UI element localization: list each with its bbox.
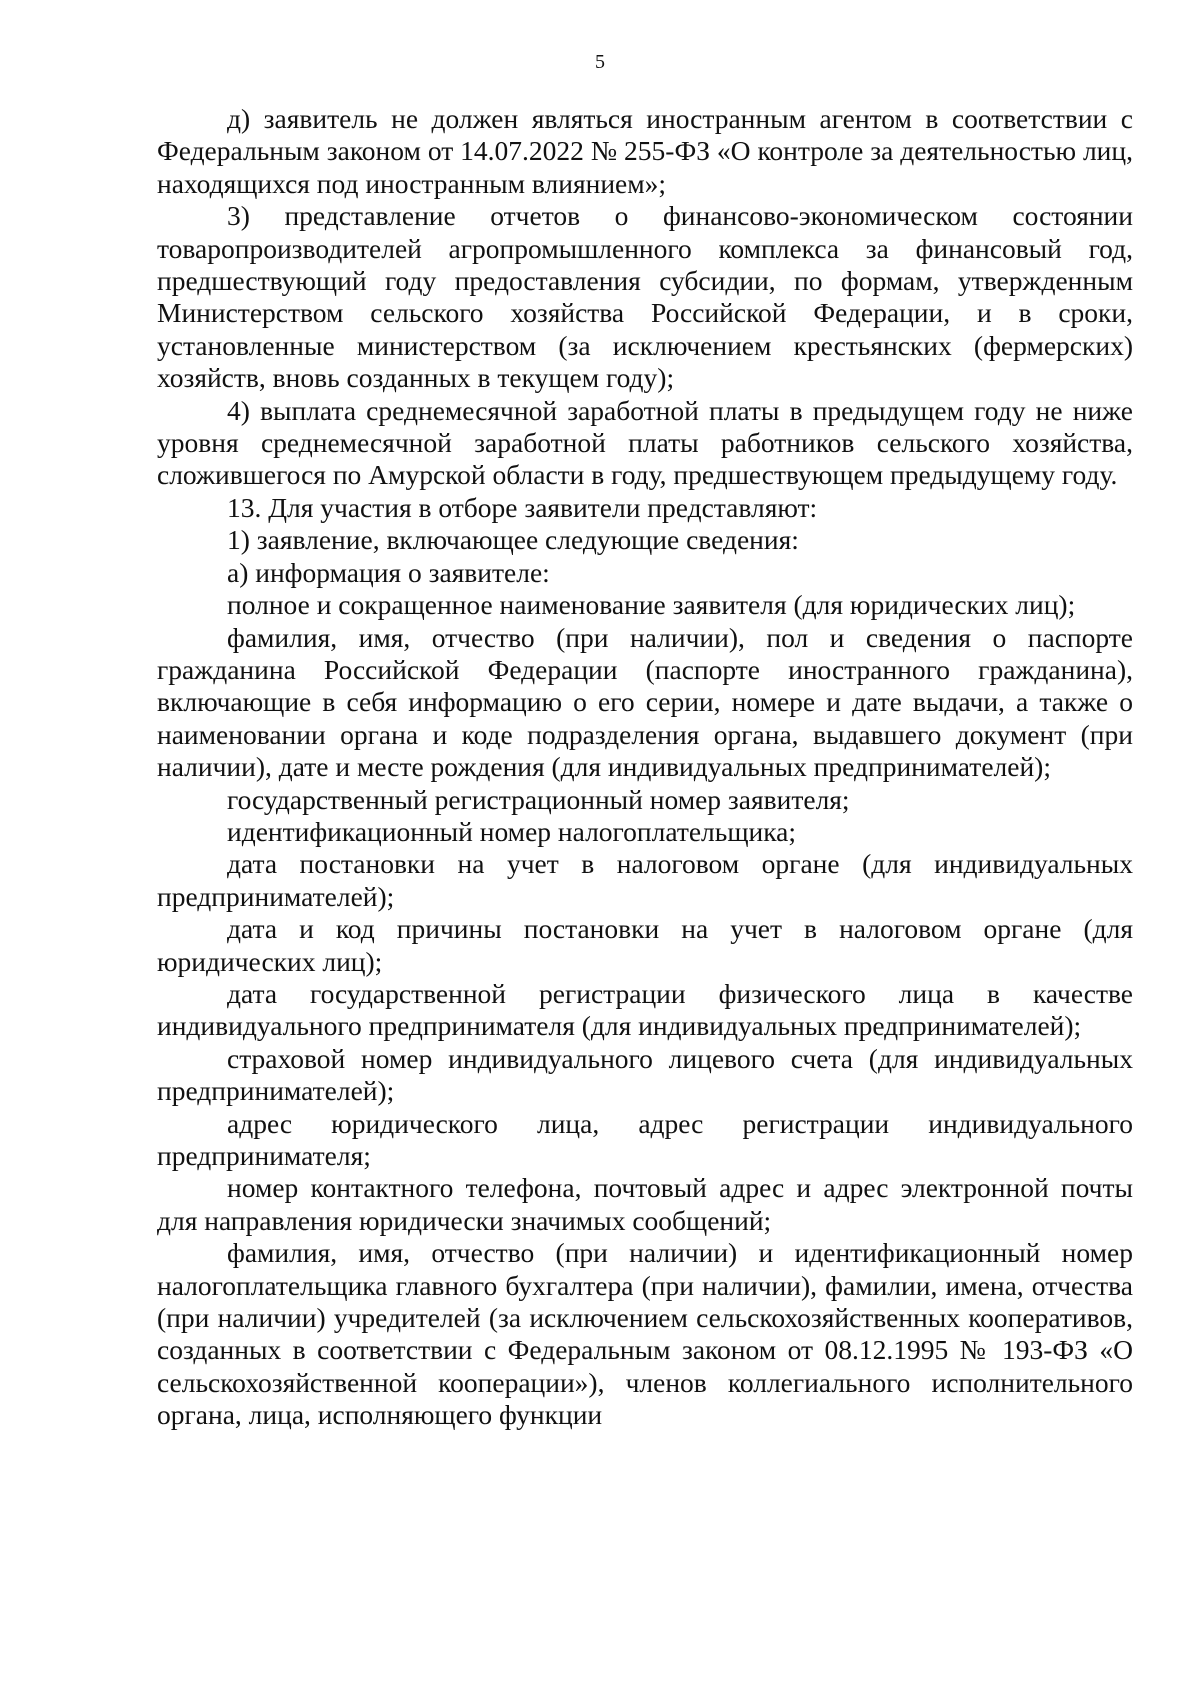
paragraph-average-salary: 4) выплата среднемесячной заработной платы в предыдущем году не ниже уровня среднемесячной заработной платы работников сельского хозяйства, сложившегося по Амурской области в году, предшествующем предыдущему году. <box>157 394 1133 491</box>
paragraph-insurance-number: страховой номер индивидуального лицевого счета (для индивидуальных предпринимателей); <box>157 1042 1133 1107</box>
paragraph-contacts: номер контактного телефона, почтовый адрес и адрес электронной почты для направления юридически значимых сообщений; <box>157 1172 1133 1236</box>
paragraph-address: адрес юридического лица, адрес регистрации индивидуального предпринимателя; <box>157 1107 1133 1171</box>
paragraph-application: 1) заявление, включающее следующие сведения: <box>227 524 799 556</box>
paragraph-tax-registration-date: дата постановки на учет в налоговом органе (для индивидуальных предпринимателей); <box>157 848 1133 912</box>
paragraph-foreign-agent: д) заявитель не должен являться иностранным агентом в соответствии с Федеральным законом от 14.07.2022 № 255-ФЗ «О контроле за деятельностью лиц, находящихся под иностранным влиянием»; <box>157 103 1133 199</box>
paragraph-financial-reports: 3) представление отчетов о финансово-экономическом состоянии товаропроизводителей агропромышленного комплекса за финансовый год, предшествующий году предоставления субсидии, по формам, утвержденным Министерством сельского хозяйства Российской Федерации, и в сроки, установленные министерством (за исключением крестьянских (фермерских) хозяйств, вновь созданных в текущем году); <box>157 200 1133 394</box>
paragraph-tax-id: идентификационный номер налогоплательщика; <box>227 815 797 847</box>
paragraph-section-13: 13. Для участия в отборе заявители представляют: <box>227 491 818 523</box>
document-body <box>157 103 1133 1432</box>
paragraph-state-registration-date: дата государственной регистрации физического лица в качестве индивидуального предпринимателя (для индивидуальных предпринимателей); <box>157 977 1133 1042</box>
paragraph-full-name: полное и сокращенное наименование заявителя (для юридических лиц); <box>227 589 1076 621</box>
paragraph-passport: фамилия, имя, отчество (при наличии), пол и сведения о паспорте гражданина Российской Федерации (паспорте иностранного гражданина), включающие в себя информацию о его серии, номере и дате выдачи, а также о наименовании органа и коде подразделения органа, выдавшего документ (при наличии), дате и месте рождения (для индивидуальных предпринимателей); <box>157 621 1133 783</box>
paragraph-registration-number: государственный регистрационный номер заявителя; <box>227 783 850 815</box>
page-number: 5 <box>595 51 605 73</box>
paragraph-tax-reason-code: дата и код причины постановки на учет в налоговом органе (для юридических лиц); <box>157 913 1133 977</box>
paragraph-applicant-info: а) информация о заявителе: <box>227 556 550 588</box>
paragraph-accountant-founders: фамилия, имя, отчество (при наличии) и идентификационный номер налогоплательщика главного бухгалтера (при наличии), фамилии, имена, отчества (при наличии) учредителей (за исключением сельскохозяйственных кооперативов, созданных в соответствии с Федеральным законом от 08.12.1995 № 193-ФЗ «О сельскохозяйственной кооперации»), членов коллегиального исполнительного органа, лица, исполняющего функции <box>157 1237 1133 1431</box>
